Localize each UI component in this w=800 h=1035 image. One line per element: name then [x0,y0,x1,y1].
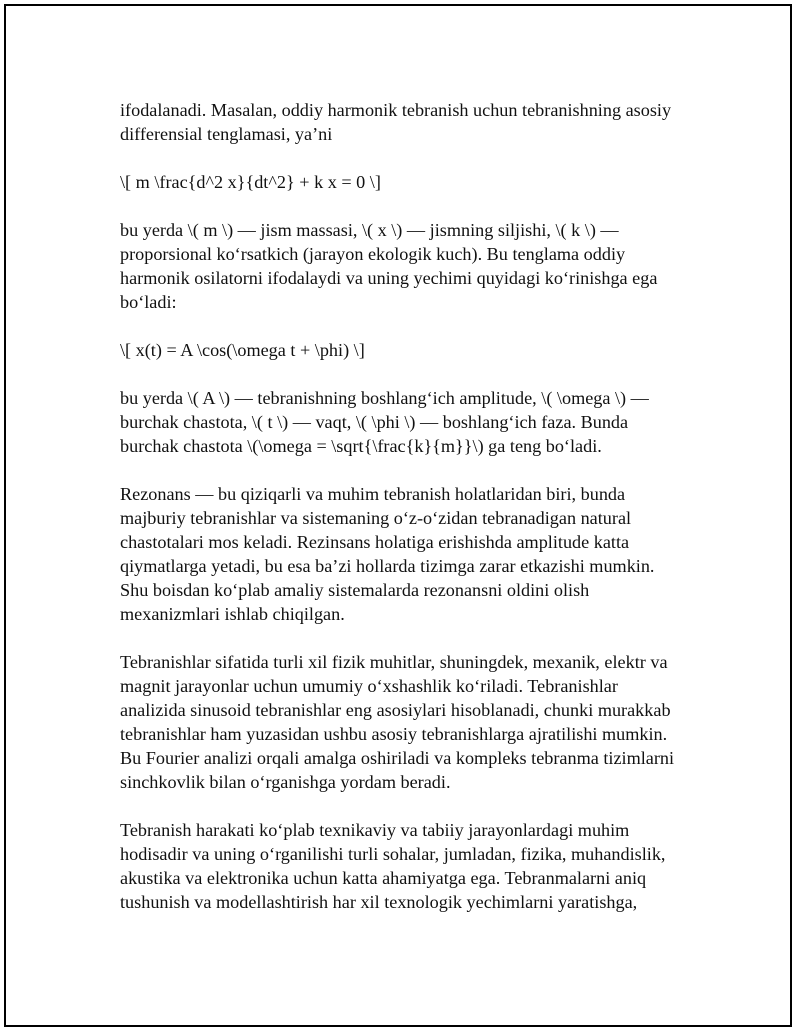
paragraph: bu yerda \( A \) — tebranishning boshlangʻich amplitude, \( \omega \) — burchak chastota, \( t \) — vaqt, \( \phi \) — boshlangʻich faza. Bunda burchak chastota \(\omega = \sqrt{\frac{k}{m}}\) ga teng boʻladi. [120,388,649,456]
equation: \[ x(t) = A \cos(\omega t + \phi) \] [120,340,365,360]
page-content [120,98,686,938]
paragraph: bu yerda \( m \) — jism massasi, \( x \) — jismning siljishi, \( k \) — proporsional koʻrsatkich (jarayon ekologik kuch). Bu tenglama oddiy harmonik osilatorni ifodalaydi va uning yechimi quyidagi koʻrinishga ega boʻladi: [120,220,658,312]
paragraph: Tebranishlar sifatida turli xil fizik muhitlar, shuningdek, mexanik, elektr va magnit jarayonlar uchun umumiy oʻxshashlik koʻriladi. Tebranishlar analizida sinusoid tebranishlar eng asosiylari hisoblanadi, chunki murakkab tebranishlar ham yuzasidan ushbu asosiy tebranishlarga ajratilishi mumkin. Bu Fourier analizi orqali amalga oshiriladi va kompleks tebranma tizimlarni sinchkovlik bilan oʻrganishga yordam beradi. [120,652,675,792]
paragraph: Tebranish harakati koʻplab texnikaviy va tabiiy jarayonlardagi muhim hodisadir va uning oʻrganilishi turli sohalar, jumladan, fizika, muhandislik, akustika va elektronika uchun katta ahamiyatga ega. Tebranmalarni aniq tushunish va modellashtirish har xil texnologik yechimlarni yaratishga, [120,820,666,912]
page-frame [4,4,792,1027]
equation: \[ m \frac{d^2 x}{dt^2} + k x = 0 \] [120,172,381,192]
paragraph: Rezonans — bu qiziqarli va muhim tebranish holatlaridan biri, bunda majburiy tebranishlar va sistemaning oʻz-oʻzidan tebranadigan natural chastotalari mos keladi. Rezinsans holatiga erishishda amplitude katta qiymatlarga yetadi, bu esa baʼzi hollarda tizimga zarar etkazishi mumkin. Shu boisdan koʻplab amaliy sistemalarda rezonansni oldini olish mexanizmlari ishlab chiqilgan. [120,484,655,624]
paragraph: ifodalanadi. Masalan, oddiy harmonik tebranish uchun tebranishning asosiy differensial tenglamasi, ya’ni [120,100,672,144]
